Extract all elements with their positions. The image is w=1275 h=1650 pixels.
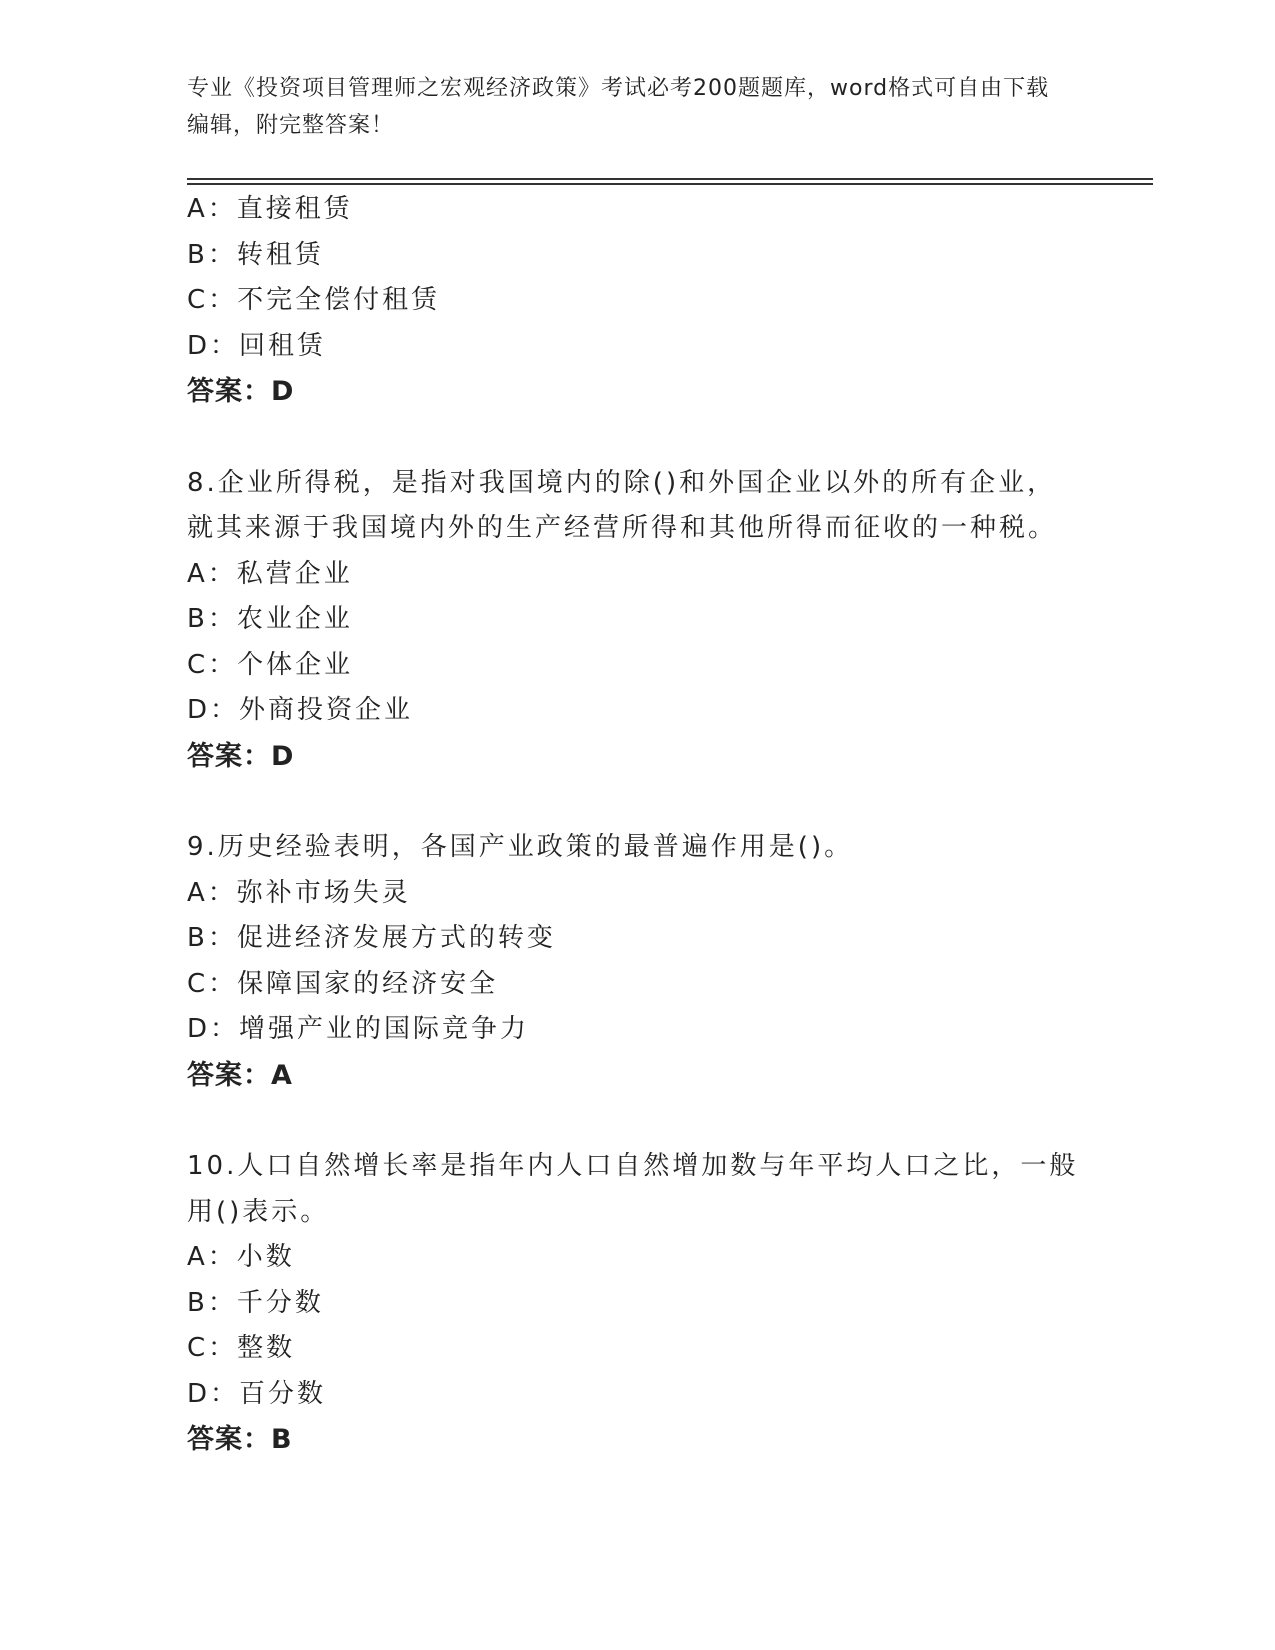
option-a: A：小数 (187, 1242, 295, 1272)
answer-label: 答案：D (187, 376, 295, 407)
option-a: A：弥补市场失灵 (187, 877, 411, 908)
option-d: D：增强产业的国际竞争力 (187, 1014, 530, 1044)
option-c: C：不完全偿付租赁 (187, 285, 441, 315)
option-b: B：转租赁 (187, 239, 324, 270)
question-7-block (187, 187, 1087, 415)
option-a: A：直接租赁 (187, 194, 353, 224)
question-stem-continued: 就其来源于我国境内外的生产经营所得和其他所得而征收的一种税。 (187, 513, 1058, 543)
option-d: D：外商投资企业 (187, 695, 414, 725)
option-d: D：回租赁 (187, 330, 327, 361)
question-stem: 10.人口自然增长率是指年内人口自然增加数与年平均人口之比，一般 (187, 1151, 1079, 1181)
option-d: D：百分数 (187, 1378, 327, 1409)
header-rule-bottom (187, 183, 1153, 185)
question-9-block (187, 825, 1087, 1098)
question-list (187, 187, 1087, 1463)
question-10-block (187, 1144, 1087, 1463)
question-stem: 9.历史经验表明，各国产业政策的最普遍作用是()。 (187, 832, 854, 862)
option-b: B：千分数 (187, 1287, 324, 1318)
option-a: A：私营企业 (187, 558, 353, 589)
option-b: B：促进经济发展方式的转变 (187, 923, 556, 953)
option-b: B：农业企业 (187, 604, 353, 634)
question-stem-continued: 用()表示。 (187, 1196, 330, 1227)
option-c: C：整数 (187, 1333, 296, 1363)
option-c: C：保障国家的经济安全 (187, 968, 499, 999)
answer-label: 答案：A (187, 1059, 293, 1091)
question-8-block (187, 461, 1087, 780)
option-c: C：个体企业 (187, 649, 354, 680)
answer-label: 答案：D (187, 740, 295, 772)
question-stem: 8.企业所得税，是指对我国境内的除()和外国企业以外的所有企业， (187, 467, 1057, 498)
header-rule-top (187, 178, 1153, 180)
document-header: 专业《投资项目管理师之宏观经济政策》考试必考200题题库，word格式可自由下载编辑，附完整答案！ (187, 76, 1050, 138)
answer-label: 答案：B (187, 1424, 293, 1455)
